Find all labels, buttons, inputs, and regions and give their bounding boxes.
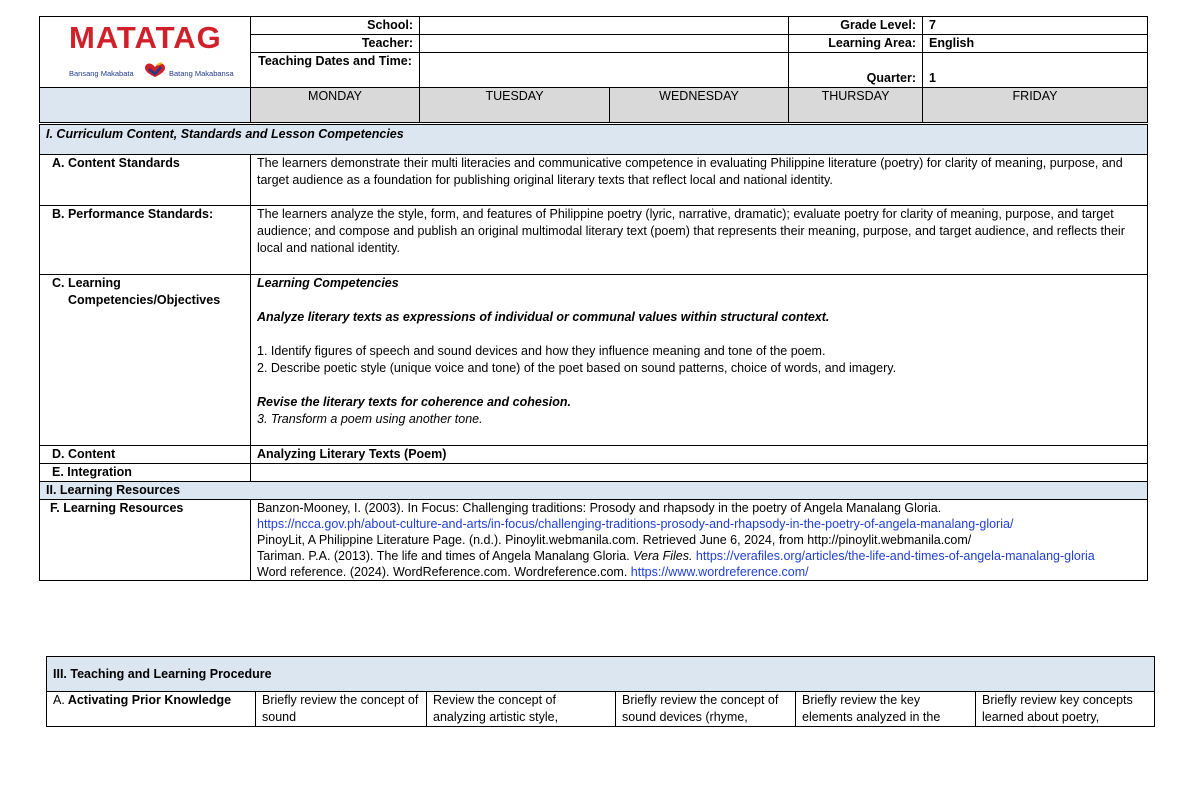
grade-level-value[interactable]: 7	[923, 17, 1148, 35]
reference-4-text: Word reference. (2024). WordReference.com. Wordreference.com.	[257, 565, 628, 579]
curriculum-section-title: I. Curriculum Content, Standards and Lesson Competencies	[40, 125, 1148, 155]
days-corner-cell	[40, 88, 251, 123]
day-friday: FRIDAY	[923, 88, 1148, 123]
learning-area-label: Learning Area:	[789, 35, 923, 53]
competencies-heading: Learning Competencies	[257, 276, 399, 290]
logo-cell	[40, 17, 251, 88]
teaching-dates-label: Teaching Dates and Time:	[251, 53, 420, 88]
reference-3-text: Tariman. P.A. (2013). The life and times of Angela Manalang Gloria.	[257, 549, 630, 563]
learning-area-value[interactable]: English	[923, 35, 1148, 53]
integration-label: E. Integration	[40, 464, 251, 482]
grade-level-label: Grade Level:	[789, 17, 923, 35]
competencies-label	[40, 275, 251, 446]
day-wednesday: WEDNESDAY	[610, 88, 789, 123]
header-table	[39, 16, 1148, 123]
reference-4-link[interactable]: https://www.wordreference.com/	[630, 565, 809, 579]
day-tuesday: TUESDAY	[420, 88, 610, 123]
quarter-value[interactable]: 1	[923, 53, 1148, 88]
school-value[interactable]	[420, 17, 789, 35]
reference-3-source: Vera Files.	[633, 549, 693, 563]
procedure-thursday: Briefly review the key elements analyzed in the	[796, 692, 976, 727]
logo-tagline-left: Bansang Makabata	[69, 69, 134, 78]
content-standards-label: A. Content Standards	[40, 155, 251, 206]
day-monday: MONDAY	[251, 88, 420, 123]
competencies-label-line2: Competencies/Objectives	[68, 293, 221, 307]
content-label: D. Content	[40, 446, 251, 464]
teacher-value[interactable]	[420, 35, 789, 53]
integration-value	[251, 464, 1148, 482]
content-value: Analyzing Literary Texts (Poem)	[251, 446, 1148, 464]
logo-text: MATATAG	[69, 20, 222, 55]
school-label: School:	[251, 17, 420, 35]
competency-main-1: Analyze literary texts as expressions of individual or communal values within structural context.	[257, 310, 830, 324]
procedure-label-text: Activating Prior Knowledge	[67, 693, 232, 707]
reference-3	[257, 548, 1141, 564]
competency-main-2: Revise the literary texts for coherence and cohesion.	[257, 395, 572, 409]
objective-3: 3. Transform a poem using another tone.	[257, 412, 483, 426]
resources-section-title: II. Learning Resources	[40, 482, 1148, 500]
learning-resources-label: F. Learning Resources	[40, 500, 251, 581]
content-standards-text: The learners demonstrate their multi literacies and communicative competence in evaluating Philippine literature (poetry) for clarity of meaning, purpose, and target audience as a foundation for publishing original literary texts that reflect local and national identity.	[251, 155, 1148, 206]
procedure-table	[46, 656, 1155, 727]
heart-hands-icon	[143, 60, 167, 78]
procedure-monday: Briefly review the concept of sound	[256, 692, 427, 727]
curriculum-table	[39, 124, 1148, 581]
objective-2: 2. Describe poetic style (unique voice and tone) of the poet based on sound patterns, choice of words, and imagery.	[257, 361, 897, 375]
reference-4	[257, 564, 1141, 580]
procedure-section-title: III. Teaching and Learning Procedure	[47, 657, 1155, 692]
procedure-label-letter: A.	[53, 693, 65, 707]
matatag-logo	[40, 17, 250, 78]
competencies-cell	[251, 275, 1148, 446]
teaching-dates-value[interactable]	[420, 53, 789, 88]
objective-1: 1. Identify figures of speech and sound devices and how they influence meaning and tone of the poem.	[257, 344, 826, 358]
performance-standards-label: B. Performance Standards:	[40, 206, 251, 275]
reference-1-link[interactable]: https://ncca.gov.ph/about-culture-and-arts/in-focus/challenging-traditions-prosody-and-rhapsody-in-the-poetry-of-angela-manalang-gloria/	[257, 517, 1014, 531]
logo-tagline-right: Batang Makabansa	[169, 69, 234, 78]
day-thursday: THURSDAY	[789, 88, 923, 123]
reference-2: PinoyLit, A Philippine Literature Page. (n.d.). Pinoylit.webmanila.com. Retrieved June 6, 2024, from http://pinoylit.webmanila.com/	[257, 533, 972, 547]
activating-prior-knowledge-label	[47, 692, 256, 727]
learning-resources-cell	[251, 500, 1148, 581]
reference-1: Banzon-Mooney, I. (2003). In Focus: Challenging traditions: Prosody and rhapsody in the poetry of Angela Manalang Gloria.	[257, 501, 942, 515]
procedure-friday: Briefly review key concepts learned about poetry,	[976, 692, 1155, 727]
quarter-label: Quarter:	[789, 53, 923, 88]
procedure-tuesday: Review the concept of analyzing artistic style,	[427, 692, 616, 727]
competencies-label-line1: C. Learning	[52, 276, 121, 290]
teacher-label: Teacher:	[251, 35, 420, 53]
performance-standards-text: The learners analyze the style, form, and features of Philippine poetry (lyric, narrative, dramatic); evaluate poetry for clarity of meaning, purpose, and target audience; and compose and publish an original multimodal literary text (poem) that represents their meaning, purpose, and target audience, and reflects their local and national identity.	[251, 206, 1148, 275]
procedure-wednesday: Briefly review the concept of sound devices (rhyme,	[616, 692, 796, 727]
reference-3-link[interactable]: https://verafiles.org/articles/the-life-and-times-of-angela-manalang-gloria	[695, 549, 1095, 563]
